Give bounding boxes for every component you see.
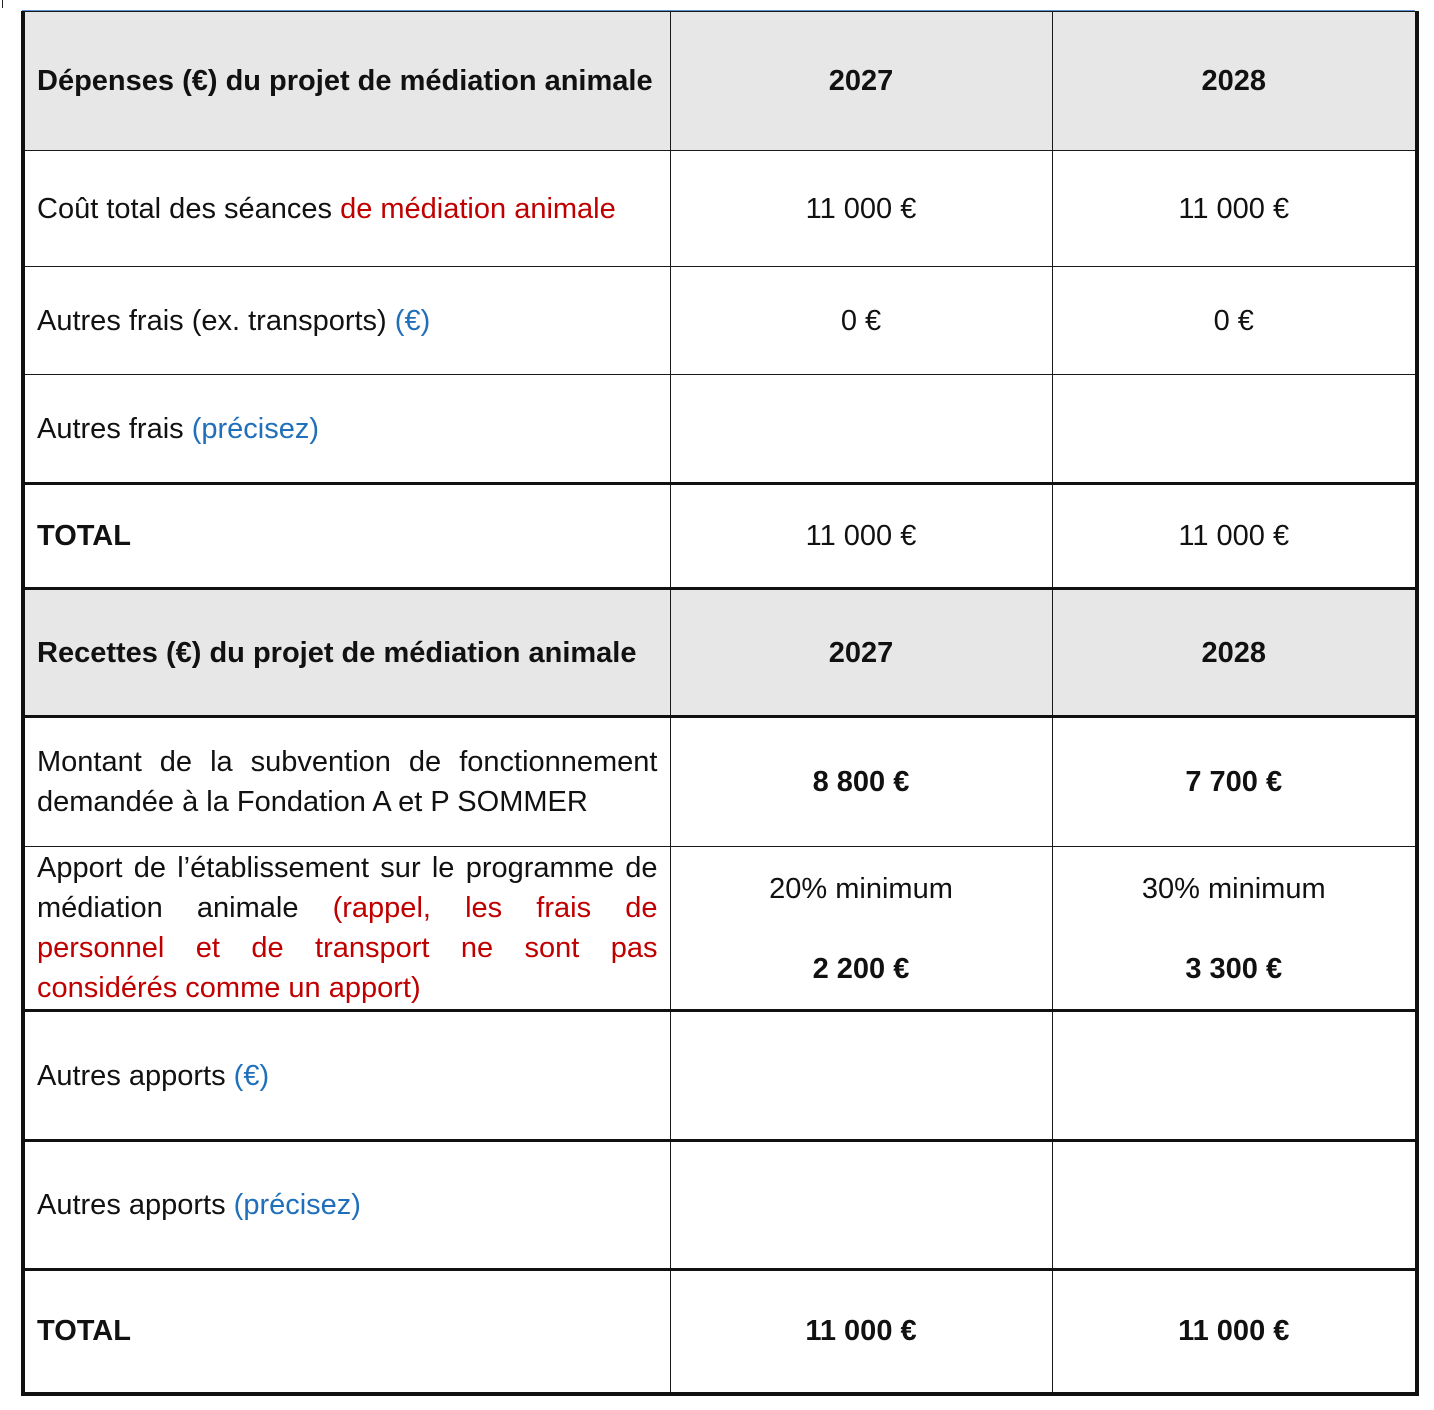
expenses-total-2028: 11 000 € bbox=[1052, 484, 1417, 589]
other-label-text: Autres apports bbox=[37, 1189, 234, 1221]
revenue-label-contribution bbox=[23, 847, 670, 1011]
expenses-total-row bbox=[23, 484, 1417, 589]
revenue-other-eur-2027 bbox=[670, 1011, 1052, 1141]
other-label-note: (précisez) bbox=[233, 1189, 361, 1221]
expense-value-2028 bbox=[1052, 375, 1417, 484]
revenue-other-specify-2028 bbox=[1052, 1141, 1417, 1270]
revenue-row-contribution bbox=[23, 847, 1417, 1011]
expense-label-note: de médiation animale bbox=[340, 192, 616, 225]
revenue-label-other-specify bbox=[23, 1141, 670, 1270]
expenses-total-2027: 11 000 € bbox=[670, 484, 1052, 589]
other-label-text: Autres apports bbox=[37, 1059, 234, 1092]
contribution-pct-2027: 20% minimum bbox=[769, 873, 953, 905]
expense-label-transport bbox=[23, 267, 670, 375]
revenues-total-2027: 11 000 € bbox=[670, 1270, 1052, 1394]
expense-label-text: Autres frais (ex. transports) bbox=[37, 304, 395, 337]
revenue-other-specify-2027 bbox=[670, 1141, 1052, 1270]
expense-label-sessions bbox=[23, 151, 670, 267]
contribution-pct-2028: 30% minimum bbox=[1141, 873, 1326, 905]
expense-value-2028: 0 € bbox=[1052, 267, 1417, 375]
revenue-grant-2027: 8 800 € bbox=[670, 717, 1052, 847]
expense-value-2027: 0 € bbox=[670, 267, 1052, 375]
revenue-other-eur-2028 bbox=[1052, 1011, 1417, 1141]
revenue-label-other-eur bbox=[23, 1011, 670, 1141]
revenues-header-row bbox=[23, 589, 1417, 717]
expense-row-transport bbox=[23, 267, 1417, 375]
contribution-label-note: (rappel, les frais de personnel et de transport ne sont pas considérés comme un apport) bbox=[37, 892, 658, 1004]
revenues-total-2028: 11 000 € bbox=[1052, 1270, 1417, 1394]
text-cursor-mark bbox=[2, 0, 3, 8]
revenues-header-title: Recettes (€) du projet de médiation animale bbox=[23, 589, 670, 717]
contribution-amount-2027: 2 200 € bbox=[812, 953, 910, 985]
expense-label-note: (précisez) bbox=[191, 412, 320, 445]
contribution-amount-2028: 3 300 € bbox=[1185, 953, 1283, 985]
expense-label-other bbox=[23, 375, 670, 484]
revenues-header-year-2027: 2027 bbox=[670, 589, 1052, 717]
expense-row-other bbox=[23, 375, 1417, 484]
expense-label-note: (€) bbox=[394, 304, 431, 337]
revenue-row-other-specify bbox=[23, 1141, 1417, 1270]
budget-table bbox=[21, 11, 1419, 1396]
contribution-label-text: Apport de l’établissement sur le programme de médiation animale bbox=[37, 852, 658, 924]
revenue-contribution-2028 bbox=[1052, 847, 1417, 1011]
revenue-grant-2028: 7 700 € bbox=[1052, 717, 1417, 847]
expense-value-2027 bbox=[670, 375, 1052, 484]
other-label-note: (€) bbox=[233, 1059, 270, 1092]
revenue-label-grant: Montant de la subvention de fonctionnement demandée à la Fondation A et P SOMMER bbox=[23, 717, 670, 847]
expenses-header-year-2028: 2028 bbox=[1052, 12, 1417, 151]
revenues-total-row bbox=[23, 1270, 1417, 1394]
expenses-header-year-2027: 2027 bbox=[670, 12, 1052, 151]
revenue-row-other-eur bbox=[23, 1011, 1417, 1141]
expenses-header-title: Dépenses (€) du projet de médiation animale bbox=[23, 12, 670, 151]
expenses-total-label: TOTAL bbox=[23, 484, 670, 589]
expense-label-text: Coût total des séances bbox=[37, 192, 341, 225]
revenue-row-grant bbox=[23, 717, 1417, 847]
expense-value-2027: 11 000 € bbox=[670, 151, 1052, 267]
expense-row-sessions bbox=[23, 151, 1417, 267]
revenues-total-label: TOTAL bbox=[23, 1270, 670, 1394]
revenue-contribution-2027 bbox=[670, 847, 1052, 1011]
expense-label-text: Autres frais bbox=[37, 412, 192, 445]
expense-value-2028: 11 000 € bbox=[1052, 151, 1417, 267]
expenses-header-row bbox=[23, 12, 1417, 151]
revenues-header-year-2028: 2028 bbox=[1052, 589, 1417, 717]
